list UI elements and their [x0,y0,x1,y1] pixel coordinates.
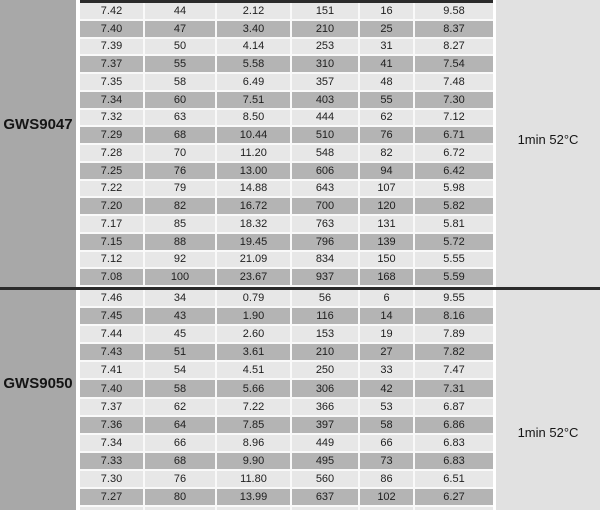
table-row [80,252,493,270]
table-cell: 6.71 [415,127,493,143]
table-cell: 66 [145,435,217,451]
table-cell: 8.27 [415,39,493,55]
table-cell: 58 [145,380,217,396]
table-cell: 48 [360,74,415,90]
table-row [80,290,493,308]
table-cell: 7.37 [80,399,145,415]
table-row [80,92,493,110]
table-cell: 85 [145,216,217,232]
table-cell: 7.22 [217,399,292,415]
table-cell: 8.96 [217,435,292,451]
table-cell: 31 [360,39,415,55]
table-cell: 18.32 [217,216,292,232]
table-cell: 366 [292,399,360,415]
table-row [80,234,493,252]
table-cell: 120 [360,198,415,214]
table-cell: 6 [360,290,415,306]
table-row [80,435,493,453]
table-cell: 60 [145,92,217,108]
condition-label-gws9050: 1min 52°C [517,425,579,440]
table-cell: 34 [145,290,217,306]
table-cell: 6.86 [415,417,493,433]
table-cell: 7.20 [80,198,145,214]
table-cell: 548 [292,145,360,161]
table-cell: 76 [145,163,217,179]
table-cell: 7.51 [217,92,292,108]
table-cell: 88 [145,234,217,250]
table-cell: 310 [292,56,360,72]
table-row [80,3,493,21]
table-cell: 9.90 [217,453,292,469]
table-cell: 834 [292,252,360,268]
table-cell: 7.42 [80,3,145,19]
table-cell: 6.51 [415,471,493,487]
table-cell: 5.58 [217,56,292,72]
table-cell: 763 [292,216,360,232]
table-cell: 16.72 [217,198,292,214]
table-cell: 47 [145,21,217,37]
table-cell: 19 [360,326,415,342]
table-row [80,380,493,398]
table-cell: 5.98 [415,181,493,197]
table-cell: 10.44 [217,127,292,143]
table-cell: 7.33 [80,453,145,469]
table-cell: 1.90 [217,308,292,324]
table-row [80,74,493,92]
table-cell: 306 [292,380,360,396]
table-cell: 5.55 [415,252,493,268]
table-cell: 11.20 [217,145,292,161]
table-cell: 495 [292,453,360,469]
table-cell: 50 [145,39,217,55]
table-cell: 44 [145,3,217,19]
table-cell: 7.22 [80,181,145,197]
table-row [80,145,493,163]
table-cell: 7.41 [80,362,145,378]
condition-column [496,0,600,510]
table-cell: 7.45 [80,308,145,324]
table-cell: 7.82 [415,344,493,360]
table-cell: 23.67 [217,269,292,285]
table-cell: 2.12 [217,3,292,19]
table-cell: 6.87 [415,399,493,415]
table-cell: 107 [360,181,415,197]
table-cell: 7.47 [415,362,493,378]
table-cell: 7.30 [80,471,145,487]
table-cell: 7.15 [80,234,145,250]
table-row [80,326,493,344]
table-cell: 7.35 [80,74,145,90]
table-cell: 16 [360,3,415,19]
table-cell: 62 [145,399,217,415]
table-cell: 210 [292,344,360,360]
table-cell: 13.00 [217,163,292,179]
table-cell: 510 [292,127,360,143]
table-cell: 58 [145,74,217,90]
table-cell: 7.32 [80,110,145,126]
table-cell: 3.40 [217,21,292,37]
table-row [80,453,493,471]
table-row [80,417,493,435]
table-row [80,308,493,326]
table-cell: 92 [145,252,217,268]
table-cell: 51 [145,344,217,360]
table-cell: 403 [292,92,360,108]
table-cell: 168 [360,269,415,285]
table-cell: 45 [145,326,217,342]
table-cell: 357 [292,74,360,90]
table-row [80,198,493,216]
table-cell: 68 [145,453,217,469]
table-row [80,110,493,128]
table-cell: 41 [360,56,415,72]
table-cell: 7.48 [415,74,493,90]
table-cell: 55 [360,92,415,108]
table-cell: 7.12 [415,110,493,126]
table-cell: 62 [360,110,415,126]
table-cell: 139 [360,234,415,250]
table-cell: 7.28 [80,145,145,161]
table-cell: 700 [292,198,360,214]
table-cell: 7.40 [80,21,145,37]
table-cell: 2.60 [217,326,292,342]
table-cell: 70 [145,145,217,161]
table-cell: 21.09 [217,252,292,268]
table-cell: 82 [145,198,217,214]
table-cell: 7.39 [80,39,145,55]
model-column [0,0,76,510]
table-cell: 7.40 [80,380,145,396]
table-cell: 4.51 [217,362,292,378]
table-cell: 7.31 [415,380,493,396]
table-cell: 79 [145,181,217,197]
table-cell: 55 [145,56,217,72]
table-cell: 19.45 [217,234,292,250]
table-cell: 8.37 [415,21,493,37]
table-row [80,56,493,74]
table-cell: 7.08 [80,269,145,285]
condition-label-gws9047: 1min 52°C [517,132,579,147]
table-cell: 637 [292,489,360,505]
model-label-gws9050: GWS9050 [3,375,73,392]
table-cell: 5.81 [415,216,493,232]
table-cell: 4.14 [217,39,292,55]
table-cell: 11.80 [217,471,292,487]
table-cell: 7.89 [415,326,493,342]
table-row [80,181,493,199]
table-cell: 253 [292,39,360,55]
table-cell: 5.82 [415,198,493,214]
table-cell: 5.59 [415,269,493,285]
table-row [80,362,493,380]
table-cell: 6.49 [217,74,292,90]
table-cell: 7.43 [80,344,145,360]
table-cell: 150 [360,252,415,268]
table-cell: 76 [360,127,415,143]
table-cell: 7.34 [80,92,145,108]
table-cell: 58 [360,417,415,433]
table-cell: 7.29 [80,127,145,143]
table-cell: 131 [360,216,415,232]
table-cell: 210 [292,21,360,37]
table-cell: 0.79 [217,290,292,306]
table-cell: 13.99 [217,489,292,505]
table-cell: 7.54 [415,56,493,72]
table-cell: 7.37 [80,56,145,72]
table-cell: 606 [292,163,360,179]
table-cell: 643 [292,181,360,197]
table-cell: 7.30 [415,92,493,108]
table-cell: 560 [292,471,360,487]
table-cell: 64 [145,417,217,433]
table-cell: 100 [145,269,217,285]
table-cell: 33 [360,362,415,378]
table-cell: 5.66 [217,380,292,396]
table-cell: 444 [292,110,360,126]
table-cell: 7.27 [80,489,145,505]
table-cell: 7.46 [80,290,145,306]
data-rows-gws9047 [80,3,493,287]
table-cell: 14 [360,308,415,324]
table-cell: 94 [360,163,415,179]
table-row [80,127,493,145]
table-cell: 7.36 [80,417,145,433]
table-cell: 86 [360,471,415,487]
table-cell: 937 [292,269,360,285]
table-cell: 9.55 [415,290,493,306]
table-cell: 449 [292,435,360,451]
table-cell: 68 [145,127,217,143]
table-cell: 397 [292,417,360,433]
table-cell: 80 [145,489,217,505]
table-cell: 6.72 [415,145,493,161]
table-cell: 796 [292,234,360,250]
table-row [80,21,493,39]
table-row [80,216,493,234]
table-cell: 82 [360,145,415,161]
table-row [80,39,493,57]
table-cell: 14.88 [217,181,292,197]
table-cell: 6.83 [415,435,493,451]
table-cell: 7.44 [80,326,145,342]
table-cell: 151 [292,3,360,19]
table-row [80,471,493,489]
table-cell: 27 [360,344,415,360]
table-cell: 7.12 [80,252,145,268]
table-cell: 56 [292,290,360,306]
table-row [80,489,493,507]
table-cell: 6.27 [415,489,493,505]
table-cell: 54 [145,362,217,378]
table-cell: 7.85 [217,417,292,433]
table-cell: 7.34 [80,435,145,451]
table-cell: 6.42 [415,163,493,179]
table-cell: 73 [360,453,415,469]
table-cell: 76 [145,471,217,487]
table-cell: 7.25 [80,163,145,179]
model-label-gws9047: GWS9047 [3,116,73,133]
table-cell: 102 [360,489,415,505]
table-cell: 250 [292,362,360,378]
data-rows-gws9050 [80,290,493,510]
table-cell: 63 [145,110,217,126]
table-cell: 153 [292,326,360,342]
table-cell: 3.61 [217,344,292,360]
table-cell: 25 [360,21,415,37]
table-cell: 66 [360,435,415,451]
table-cell: 42 [360,380,415,396]
table-cell: 9.58 [415,3,493,19]
table-cell: 43 [145,308,217,324]
table-cell: 116 [292,308,360,324]
table-cell: 7.17 [80,216,145,232]
table-row [80,344,493,362]
table-row [80,163,493,181]
table-cell: 53 [360,399,415,415]
table-cell: 6.83 [415,453,493,469]
table-row [80,399,493,417]
table-cell: 8.50 [217,110,292,126]
table-cell: 8.16 [415,308,493,324]
table-row [80,269,493,287]
table-cell: 5.72 [415,234,493,250]
